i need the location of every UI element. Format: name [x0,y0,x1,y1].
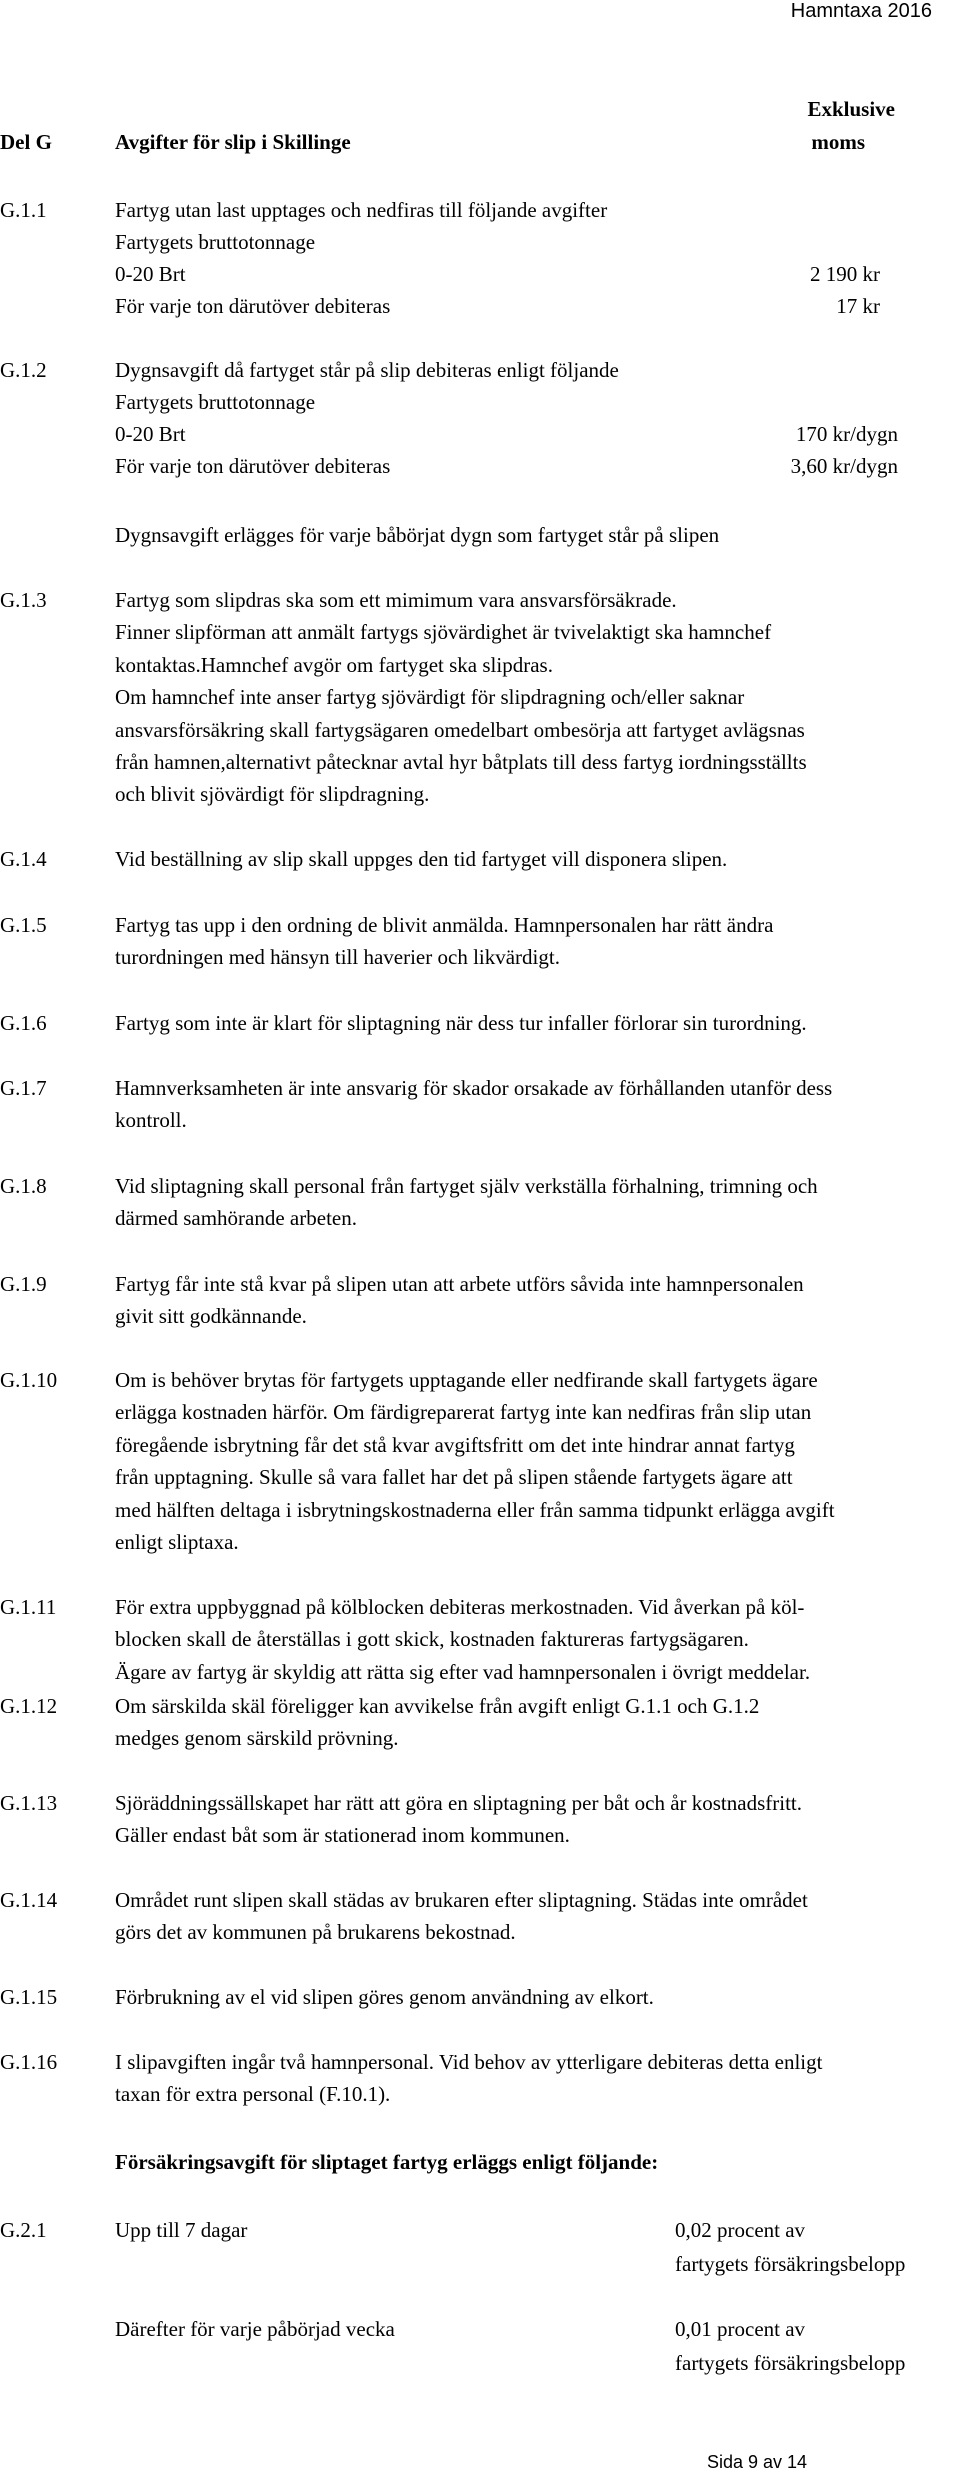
clause-code: G.1.8 [0,1174,47,1198]
clause-code: G.1.10 [0,1368,58,1392]
clause-line: Om is behöver brytas för fartygets upptagande eller nedfirande skall fartygets ägare [115,1368,818,1392]
clause-line: Fartyg som slipdras ska som ett mimimum vara ansvarsförsäkrade. [115,588,677,612]
clause-g12-note: Dygnsavgift erlägges för varje båbörjat dygn som fartyget står på slipen [115,523,720,547]
clause-text [115,1170,960,1235]
insurance-period-label: Därefter för varje påbörjad vecka [115,2317,395,2341]
clause-code: G.1.12 [0,1694,58,1718]
clause-code: G.1.13 [0,1791,58,1815]
clause-line: turordningen med hänsyn till haverier och likvärdigt. [115,945,560,970]
insurance-rate: 0,02 procent av [675,2218,806,2242]
running-header: Hamntaxa 2016 [790,0,932,22]
clause-line: och blivit sjövärdigt för slipdragning. [115,782,430,807]
clause-text [115,843,960,875]
clause-line: med hälften deltaga i isbrytningskostnaderna eller från samma tidpunkt erlägga avgift [115,1497,835,1522]
clause-line: medges genom särskild prövning. [115,1726,399,1751]
clause-line: erlägga kostnaden härför. Om färdigreparerat fartyg inte kan nedfiras från slip utan [115,1400,812,1425]
clause-code: G.1.14 [0,1888,58,1912]
clause-line: görs det av kommunen på brukarens bekostnad. [115,1920,516,1945]
clause-text [115,1884,960,1949]
column-header-code: Del G [0,130,52,154]
column-header-amount-line2: moms [811,130,865,154]
fee-amount: 2 190 kr [810,262,880,286]
clause-line: Finner slipförman att anmält fartygs sjövärdighet är tvivelaktigt ska hamnchef [115,620,772,645]
fee-amount: 17 kr [836,294,880,318]
clause-line: Vid beställning av slip skall uppges den tid fartyget vill disponera slipen. [115,847,728,871]
clause-text [115,1981,960,2013]
clause-line: I slipavgiften ingår två hamnpersonal. Vid behov av ytterligare debiteras detta enligt [115,2050,823,2074]
insurance-rate: 0,01 procent av [675,2317,806,2341]
clause-text [115,1364,960,1558]
clause-line: från hamnen,alternativt påtecknar avtal hyr båtplats till dess fartyg iordningsställts [115,750,807,775]
clause-code-g11: G.1.1 [0,198,47,222]
clause-line: Vid sliptagning skall personal från fartyget själv verkställa förhalning, trimning och [115,1174,818,1198]
clause-g11-line: För varje ton därutöver debiteras [115,294,391,318]
clause-line: kontroll. [115,1108,187,1133]
clause-text [115,1268,960,1333]
clause-line: givit sitt godkännande. [115,1304,307,1329]
clause-line: ansvarsförsäkring skall fartygsägaren omedelbart ombesörja att fartyget avlägsnas [115,717,805,742]
clause-line: enligt sliptaxa. [115,1530,239,1555]
clause-line: För extra uppbyggnad på kölblocken debiteras merkostnaden. Vid åverkan på köl- [115,1595,805,1619]
clause-line: Fartyg tas upp i den ordning de blivit anmälda. Hamnpersonalen har rätt ändra [115,913,774,937]
clause-code: G.1.6 [0,1011,47,1035]
clause-g12-line: Dygnsavgift då fartyget står på slip debiteras enligt följande [115,358,619,382]
clause-code: G.2.1 [0,2218,47,2242]
clause-code: G.1.9 [0,1272,47,1296]
insurance-heading: Försäkringsavgift för sliptaget fartyg erläggs enligt följande: [115,2150,659,2174]
clause-text [115,584,960,811]
clause-g11-line: Fartyg utan last upptages och nedfiras till följande avgifter [115,198,608,222]
clause-line: Om särskilda skäl föreligger kan avvikelse från avgift enligt G.1.1 och G.1.2 [115,1694,760,1718]
clause-line: från upptagning. Skulle så vara fallet har det på slipen stående fartygets ägare att [115,1465,793,1490]
clause-line: Förbrukning av el vid slipen göres genom användning av elkort. [115,1985,654,2009]
clause-code: G.1.7 [0,1076,47,1100]
clause-line: Fartyg som inte är klart för sliptagning när dess tur infaller förlorar sin turordning. [115,1011,807,1035]
clause-line: Hamnverksamheten är inte ansvarig för skador orsakade av förhållanden utanför dess [115,1076,833,1100]
clause-line: Om hamnchef inte anser fartyg sjövärdigt för slipdragning och/eller saknar [115,685,745,710]
clause-code: G.1.16 [0,2050,58,2074]
clause-text [115,909,960,974]
clause-text [115,1787,960,1852]
clause-g12-line: För varje ton därutöver debiteras [115,454,391,478]
section-title: Avgifter för slip i Skillinge [115,130,351,154]
clause-text [115,1690,960,1755]
clause-line: Fartyg får inte stå kvar på slipen utan att arbete utförs såvida inte hamnpersonalen [115,1272,804,1296]
clause-text [115,1591,960,1688]
clause-g11-line: 0-20 Brt [115,262,186,286]
clause-text [115,1007,960,1039]
clause-code: G.1.4 [0,847,47,871]
clause-line: Ägare av fartyg är skyldig att rätta sig efter vad hamnpersonalen i övrigt meddelar. [115,1659,811,1684]
page-number: Sida 9 av 14 [707,2452,808,2472]
insurance-basis: fartygets försäkringsbelopp [675,2252,906,2276]
clause-line: Gäller endast båt som är stationerad inom kommunen. [115,1823,570,1848]
clause-g12-line: 0-20 Brt [115,422,186,446]
clause-line: Området runt slipen skall städas av brukaren efter sliptagning. Städas inte området [115,1888,808,1912]
insurance-period-label: Upp till 7 dagar [115,2218,248,2242]
clause-code-g12: G.1.2 [0,358,47,382]
clause-g11-line: Fartygets bruttotonnage [115,230,316,254]
clause-line: därmed samhörande arbeten. [115,1206,357,1231]
column-header-amount-line1: Exklusive [807,97,895,121]
clause-line: Sjöräddningssällskapet har rätt att göra en sliptagning per båt och år kostnadsfritt. [115,1791,802,1815]
fee-amount: 170 kr/dygn [795,422,898,446]
clause-line: kontaktas.Hamnchef avgör om fartyget ska slipdras. [115,652,553,677]
clause-code: G.1.3 [0,588,47,612]
clause-code: G.1.5 [0,913,47,937]
clause-g12-line: Fartygets bruttotonnage [115,390,316,414]
clause-line: föregående isbrytning får det stå kvar avgiftsfritt om det inte hindrar annat fartyg [115,1432,795,1457]
clause-line: taxan för extra personal (F.10.1). [115,2082,391,2107]
insurance-basis: fartygets försäkringsbelopp [675,2351,906,2375]
clause-text [115,1072,960,1137]
clause-code: G.1.11 [0,1595,57,1619]
clause-code: G.1.15 [0,1985,58,2009]
clause-line: blocken skall de återställas i gott skick, kostnaden faktureras fartygsägaren. [115,1627,749,1652]
fee-amount: 3,60 kr/dygn [790,454,898,478]
clause-text [115,2046,960,2111]
